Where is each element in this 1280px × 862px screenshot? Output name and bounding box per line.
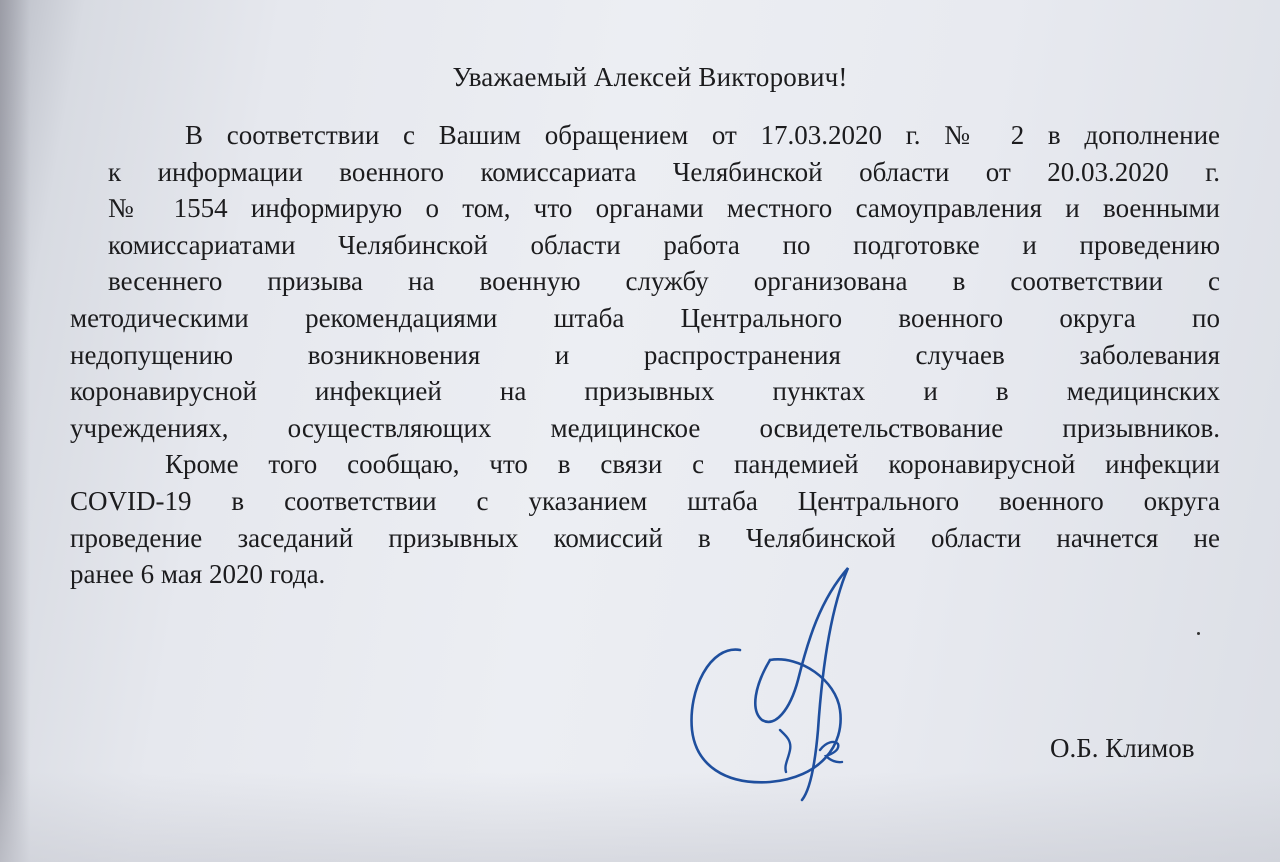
letter-line: COVID-19 в соответствии с указанием штаба Центрального военного округа bbox=[70, 485, 1220, 516]
letter-line: № 1554 информирую о том, что органами местного самоуправления и военными bbox=[108, 193, 1220, 224]
letter-line: весеннего призыва на военную службу организована в соответствии с bbox=[108, 266, 1220, 297]
letter-line: ранее 6 мая 2020 года. bbox=[70, 559, 326, 590]
letter-line: В соответствии с Вашим обращением от 17.03.2020 г. № 2 в дополнение bbox=[185, 120, 1220, 150]
ink-dot bbox=[1197, 632, 1200, 635]
signature-stroke bbox=[755, 568, 848, 800]
signer-name: О.Б. Климов bbox=[1050, 733, 1195, 763]
letter-line: методическими рекомендациями штаба Центрального военного округа по bbox=[70, 302, 1220, 333]
letter-line: учреждениях, осуществляющих медицинское освидетельствование призывников. bbox=[70, 412, 1220, 443]
letter-line: проведение заседаний призывных комиссий в Челябинской области начнется не bbox=[70, 522, 1220, 553]
letter-greeting: Уважаемый Алексей Викторович! bbox=[452, 62, 848, 92]
letter-line: комиссариатами Челябинской области работа по подготовке и проведению bbox=[108, 229, 1220, 260]
letter-line: Кроме того сообщаю, что в связи с пандемией коронавирусной инфекции bbox=[165, 449, 1220, 480]
letter-line: коронавирусной инфекцией на призывных пунктах и в медицинских bbox=[70, 376, 1220, 407]
page-shadow-bottom bbox=[0, 772, 1280, 862]
letter-line: недопущению возникновения и распространения случаев заболевания bbox=[70, 339, 1220, 370]
handwritten-signature bbox=[680, 560, 860, 810]
letter-body bbox=[70, 117, 1220, 593]
letter-line: к информации военного комиссариата Челябинской области от 20.03.2020 г. bbox=[108, 156, 1220, 187]
signature-stroke bbox=[780, 730, 790, 772]
page-shadow-left bbox=[0, 0, 30, 862]
